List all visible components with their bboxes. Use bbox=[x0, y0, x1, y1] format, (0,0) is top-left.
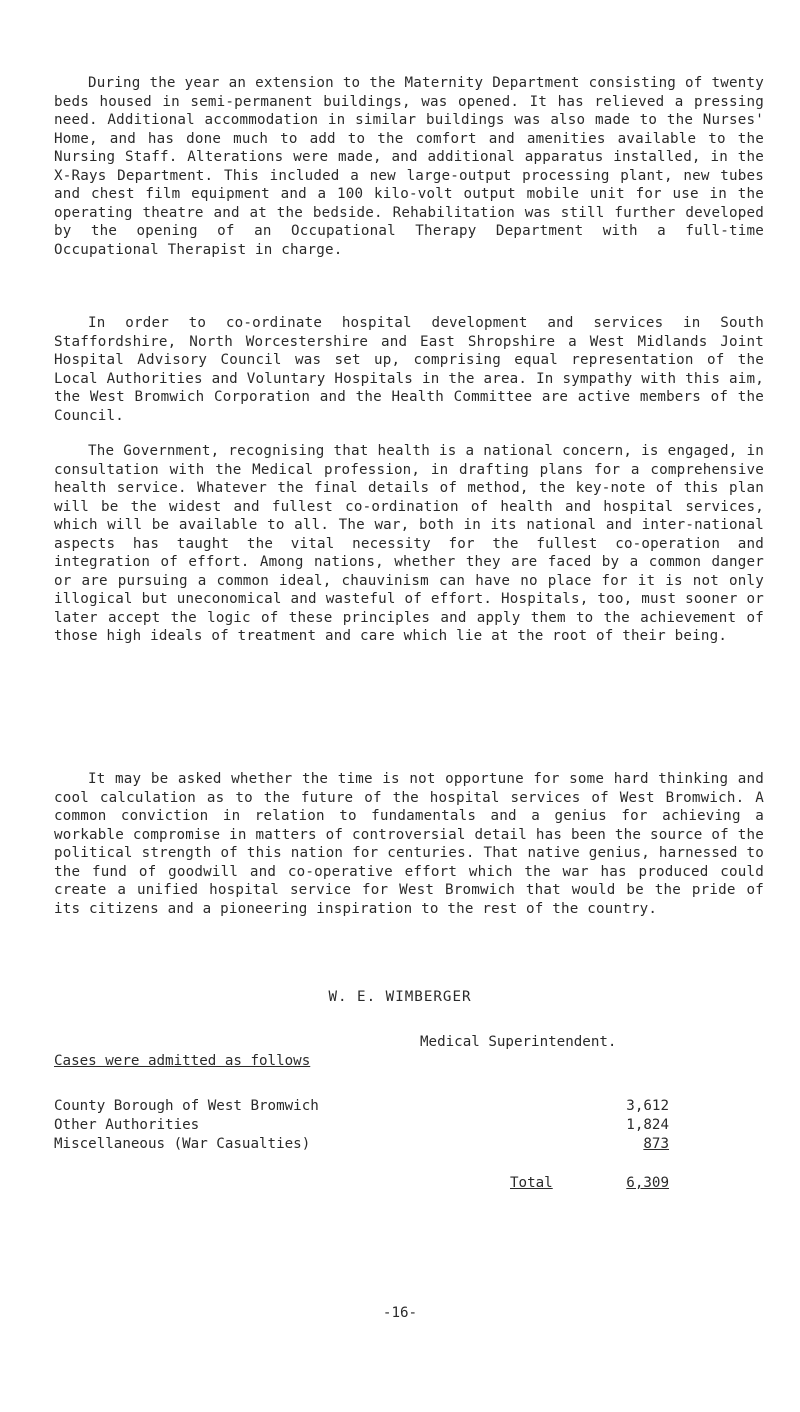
cases-row-value: 3,612 bbox=[626, 1098, 669, 1114]
paragraph-health-service-plan: The Government, recognising that health is a national concern, is engaged, in consultation with the Medical profession, in drafting plans for a comprehensive health service. Whatever the final details of method, the key-note of this plan will be the widest and fullest co-ordination of health and hospital services, which will be available to all. The war, both in its national and inter-national aspects has taught the vital necessity for the fullest co-operation and integration of effort. Among nations, whether they are faced by a common danger or are pursuing a common ideal, chauvinism can have no place for it is not only illogical but uneconomical and wasteful of effort. Hospitals, too, must sooner or later accept the logic of these principles and apply them to the achievement of those high ideals of treatment and care which lie at the root of their being. bbox=[54, 443, 764, 644]
page-number: -16- bbox=[382, 1305, 418, 1321]
cases-total-label: Total bbox=[510, 1175, 553, 1191]
cases-row-label: Miscellaneous (War Casualties) bbox=[54, 1136, 311, 1152]
cases-row bbox=[54, 1135, 669, 1154]
paragraph-future-of-hospitals: It may be asked whether the time is not opportune for some hard thinking and cool calculation as to the future of the hospital services of West Bromwich. A common conviction in relation to fundamentals and a genius for achieving a workable compromise in matters of controversial detail has been the source of the political strength of this nation for centuries. That native genius, harnessed to the fund of goodwill and co-operative effort which the war has produced could create a unified hospital service for West Bromwich that would be the pride of its citizens and a pioneering inspiration to the rest of the country. bbox=[54, 771, 764, 917]
cases-heading: Cases were admitted as follows bbox=[54, 1053, 311, 1069]
cases-total-value: 6,309 bbox=[626, 1175, 669, 1191]
cases-row-value: 873 bbox=[643, 1136, 669, 1152]
cases-row bbox=[54, 1097, 669, 1116]
cases-row-value: 1,824 bbox=[626, 1117, 669, 1133]
cases-row-label: Other Authorities bbox=[54, 1117, 200, 1133]
paragraph-advisory-council: In order to co-ordinate hospital development and services in South Staffordshire, North Worcestershire and East Shropshire a West Midlands Joint Hospital Advisory Council was set up, comprising equal representation of the Local Authorities and Voluntary Hospitals in the area. In sympathy with this aim, the West Bromwich Corporation and the Health Committee are active members of the Council. bbox=[54, 315, 764, 424]
signature-title: Medical Superintendent. bbox=[420, 1034, 617, 1050]
signature-name: W. E. WIMBERGER bbox=[328, 989, 472, 1005]
cases-row-label: County Borough of West Bromwich bbox=[54, 1098, 319, 1114]
cases-row bbox=[54, 1116, 669, 1135]
cases-total-row bbox=[54, 1174, 669, 1193]
paragraph-maternity-extension: During the year an extension to the Maternity Department consisting of twenty beds housed in semi-permanent buildings, was opened. It has relieved a pressing need. Additional accommodation in similar buildings was also made to the Nurses' Home, and has done much to add to the comfort and amenities available to the Nursing Staff. Alterations were made, and additional apparatus installed, in the X-Rays Department. This included a new large-output processing plant, new tubes and chest film equipment and a 100 kilo-volt output mobile unit for use in the operating theatre and at the bedside. Rehabilitation was still further developed by the opening of an Occupational Therapy Department with a full-time Occupational Therapist in charge. bbox=[54, 75, 764, 258]
